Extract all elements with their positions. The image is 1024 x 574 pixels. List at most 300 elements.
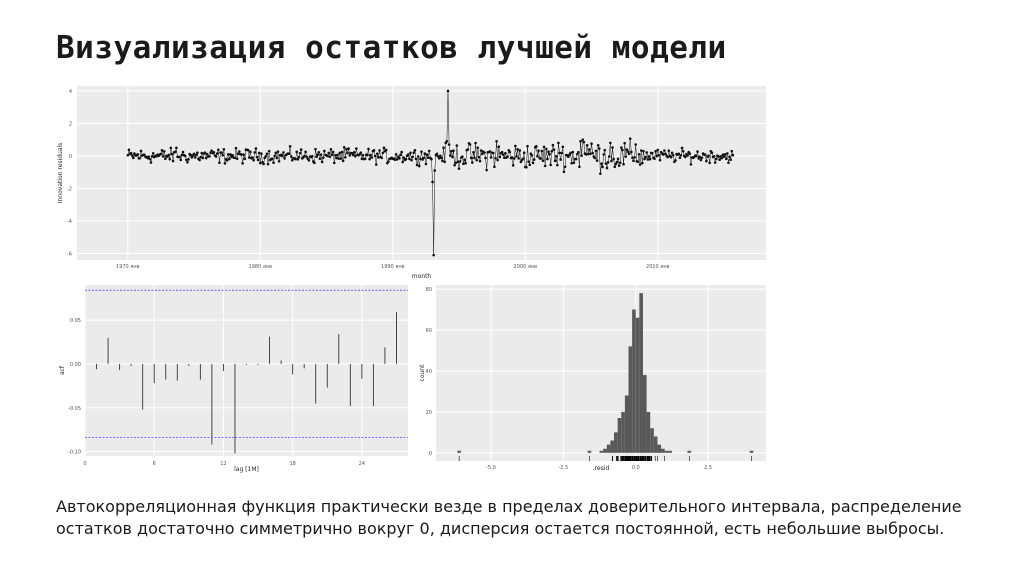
residual-point [489, 150, 492, 153]
residual-point [506, 155, 509, 158]
residual-point [512, 164, 515, 167]
residual-point [288, 152, 291, 155]
residual-point [474, 142, 477, 145]
residual-point [668, 149, 671, 152]
residual-point [473, 157, 476, 160]
residual-point [373, 149, 376, 152]
residual-point [681, 147, 684, 150]
residual-point [621, 149, 624, 152]
residual-point [659, 159, 662, 162]
residual-point [481, 153, 484, 156]
residual-point [525, 166, 528, 169]
residual-point [208, 155, 211, 158]
residual-point [682, 150, 685, 153]
residual-point [628, 153, 631, 156]
residual-point [216, 152, 219, 155]
residual-point [639, 163, 642, 166]
residual-point [618, 164, 621, 167]
residual-point [640, 149, 643, 152]
residual-point [405, 158, 408, 161]
residual-point [662, 153, 665, 156]
histogram-bar [625, 396, 629, 453]
residual-point [267, 163, 270, 166]
residual-point [235, 147, 238, 150]
residual-point [139, 157, 142, 160]
residual-point [677, 153, 680, 156]
residual-point [573, 162, 576, 165]
residual-point [459, 160, 462, 163]
residual-point [342, 160, 345, 163]
residual-point [376, 152, 379, 155]
residual-point [147, 155, 150, 158]
residual-point [513, 157, 516, 160]
residual-point [555, 155, 558, 158]
residual-point [186, 161, 189, 164]
residual-point [537, 149, 540, 152]
histogram-plot-background [436, 285, 766, 461]
residual-point [590, 142, 593, 145]
residual-point [620, 146, 623, 149]
residual-point [224, 162, 227, 165]
residual-point [227, 153, 230, 156]
residual-point [320, 153, 323, 156]
residual-point [399, 154, 402, 157]
residual-point [321, 161, 324, 164]
residual-point [533, 158, 536, 161]
acf-y-tick-label: -0.10 [68, 449, 81, 456]
residual-point [345, 148, 348, 151]
residual-point [586, 144, 589, 147]
residual-point [723, 155, 726, 158]
residual-point [526, 145, 529, 148]
residuals-x-tick-label: 1990 янв [381, 264, 405, 270]
residual-point [331, 154, 334, 157]
residual-point [453, 164, 456, 167]
residual-point [570, 162, 573, 165]
residual-point [596, 159, 599, 162]
acf-y-axis-title: acf [59, 365, 66, 376]
residual-point [654, 150, 657, 153]
histogram-outlier-bar [457, 451, 461, 453]
residual-point [163, 150, 166, 153]
residual-point [622, 163, 625, 166]
residual-point [215, 155, 218, 158]
residual-point [658, 154, 661, 157]
acf-x-tick-label: 6 [152, 461, 156, 467]
residual-point [601, 166, 604, 169]
residual-point [446, 140, 449, 143]
histogram-bar [647, 412, 651, 453]
histogram-bar [603, 449, 607, 453]
residual-point [418, 165, 421, 168]
residual-point [556, 164, 559, 167]
residual-point [341, 151, 344, 154]
residual-point [470, 157, 473, 160]
residual-point [583, 141, 586, 144]
residual-point [490, 156, 493, 159]
residual-point [375, 163, 378, 166]
residual-point [338, 152, 341, 155]
residual-point [462, 163, 465, 166]
residual-point [541, 150, 544, 153]
residual-point [612, 158, 615, 161]
acf-plot-background [85, 285, 408, 456]
residual-point [185, 158, 188, 161]
residual-point [522, 157, 525, 160]
residual-point [171, 153, 174, 156]
histogram-outlier-bar [588, 451, 592, 453]
residual-point [597, 144, 600, 147]
residual-point [425, 163, 428, 166]
residual-point [359, 151, 362, 154]
residual-point [701, 156, 704, 159]
residual-point [412, 151, 415, 154]
residual-point [253, 151, 256, 154]
residual-point [226, 159, 229, 162]
residual-point [348, 154, 351, 157]
residual-point [725, 158, 728, 161]
residual-point [327, 152, 330, 155]
residual-point [323, 150, 326, 153]
residual-point [605, 162, 608, 165]
residual-point [438, 157, 441, 160]
residual-point [151, 155, 154, 158]
residual-point [608, 155, 611, 158]
residual-point [514, 145, 517, 148]
residual-point [333, 162, 336, 165]
residual-point [319, 157, 322, 160]
residual-point [237, 152, 240, 155]
residuals-x-tick-label: 2000 янв [513, 264, 538, 270]
residual-point [380, 157, 383, 160]
residual-point [511, 156, 514, 159]
residual-point [428, 150, 431, 153]
residual-point [483, 151, 486, 154]
residual-point [354, 155, 357, 158]
residual-point [587, 153, 590, 156]
residual-point [542, 159, 545, 162]
residual-point [569, 152, 572, 155]
residual-point [721, 157, 724, 160]
residual-point [598, 147, 601, 150]
residual-point [409, 152, 412, 155]
residual-point [198, 159, 201, 162]
residual-point [149, 158, 152, 161]
hist-x-tick-label: 0.0 [631, 465, 640, 471]
residual-point [251, 156, 254, 159]
residual-point [299, 152, 302, 155]
residual-point [136, 153, 139, 156]
histogram-bar [621, 412, 625, 453]
residual-point [431, 181, 434, 184]
residual-point [220, 151, 223, 154]
residual-point [290, 155, 293, 158]
residual-point [278, 160, 281, 163]
residual-point [175, 146, 178, 149]
residual-point [578, 165, 581, 168]
residual-point [532, 162, 535, 165]
residual-point [613, 165, 616, 168]
histogram-bar [629, 346, 633, 452]
residual-point [475, 159, 478, 162]
residual-point [715, 158, 718, 161]
residual-point [674, 159, 677, 162]
residual-point [179, 159, 182, 162]
residual-point [545, 148, 548, 151]
residual-point [594, 157, 597, 160]
residuals-x-axis-title: month [411, 273, 432, 280]
residual-point [244, 158, 247, 161]
residual-point [274, 152, 277, 155]
residual-point [550, 150, 553, 153]
residuals-y-tick-label: -4 [67, 218, 72, 225]
residual-point [396, 158, 399, 161]
histogram-bar [639, 293, 643, 453]
hist-x-tick-label: -2.5 [558, 465, 569, 471]
residual-point [164, 157, 167, 160]
residual-point [536, 155, 539, 158]
residual-point [318, 151, 321, 154]
residual-point [271, 157, 274, 160]
hist-y-tick-label: 60 [425, 328, 432, 335]
slide-caption: Автокорреляционная функция практически везде в пределах доверительного интервала, распределение остатков достаточно симметрично вокруг 0, дисперсия остается постоянной, есть небольшие выбросы. [56, 497, 962, 538]
acf-x-tick-label: 12 [220, 461, 227, 467]
residual-point [182, 151, 185, 154]
residual-point [616, 161, 619, 164]
residual-point [313, 162, 316, 165]
residual-point [558, 152, 561, 155]
histogram-bar [657, 445, 661, 453]
residual-point [210, 149, 213, 152]
residual-point [172, 160, 175, 163]
residual-point [334, 154, 337, 157]
residual-point [732, 154, 735, 157]
acf-chart-svg [55, 283, 410, 473]
residual-point [610, 160, 613, 163]
residual-point [543, 146, 546, 149]
residual-point [257, 159, 260, 162]
residual-point [707, 154, 710, 157]
residual-point [463, 159, 466, 162]
residual-point [130, 152, 133, 155]
residual-point [184, 155, 187, 158]
residual-point [236, 157, 239, 160]
residual-point [407, 153, 410, 156]
residual-point [478, 156, 481, 159]
residual-point [619, 161, 622, 164]
residual-point [531, 154, 534, 157]
residuals-y-tick-label: 4 [68, 88, 72, 95]
residual-point [355, 147, 358, 150]
residual-point [458, 167, 461, 170]
acf-x-tick-label: 0 [83, 461, 87, 467]
residual-point [632, 160, 635, 163]
residual-point [494, 157, 497, 160]
residual-point [480, 149, 483, 152]
acf-chart [55, 283, 410, 473]
residual-point [564, 165, 567, 168]
residual-point [580, 154, 583, 157]
residual-point [516, 148, 519, 151]
hist-y-tick-label: 80 [425, 287, 432, 294]
residual-point [563, 171, 566, 174]
residual-point [314, 148, 317, 151]
residual-point [690, 163, 693, 166]
residual-point [193, 152, 196, 155]
residual-point [651, 152, 654, 155]
residual-point [648, 155, 651, 158]
residual-point [411, 156, 414, 159]
residual-point [266, 153, 269, 156]
histogram-bar [643, 375, 647, 453]
residual-point [259, 162, 262, 165]
residual-point [479, 160, 482, 163]
residual-point [283, 157, 286, 160]
residual-point [595, 150, 598, 153]
residual-point [454, 162, 457, 165]
residual-point [258, 152, 261, 155]
residual-point [528, 164, 531, 167]
residual-point [161, 149, 164, 152]
histogram-bar [632, 310, 636, 453]
residual-point [427, 156, 430, 159]
residual-point [200, 152, 203, 155]
residual-point [448, 143, 451, 146]
residual-point [195, 154, 198, 157]
residual-point [336, 154, 339, 157]
residuals-histogram-chart [418, 283, 768, 473]
residual-point [366, 154, 369, 157]
residual-point [718, 158, 721, 161]
residual-point [294, 158, 297, 161]
residual-point [571, 151, 574, 154]
residual-point [383, 147, 386, 150]
residual-point [304, 151, 307, 154]
residual-point [385, 149, 388, 152]
residual-point [711, 151, 714, 154]
residual-point [441, 160, 444, 163]
residual-point [303, 155, 306, 158]
residual-point [204, 151, 207, 154]
residual-point [240, 153, 243, 156]
residual-point [213, 151, 216, 154]
residual-point [672, 154, 675, 157]
residual-point [727, 161, 730, 164]
residual-point [298, 156, 301, 159]
residual-point [408, 158, 411, 161]
residual-point [128, 149, 131, 152]
residual-point [633, 156, 636, 159]
residual-point [126, 154, 129, 157]
residual-point [170, 147, 173, 150]
histogram-bar [661, 449, 665, 453]
residual-point [502, 153, 505, 156]
residual-point [539, 157, 542, 160]
residual-point [189, 154, 192, 157]
residual-point [630, 151, 633, 154]
residual-point [217, 148, 220, 151]
residual-point [552, 144, 555, 147]
residual-point [281, 155, 284, 158]
residual-point [517, 157, 520, 160]
residual-point [495, 140, 498, 143]
residual-point [449, 154, 452, 157]
residual-point [585, 153, 588, 156]
residual-point [499, 156, 502, 159]
residual-point [629, 137, 632, 140]
residual-point [168, 158, 171, 161]
residual-point [410, 159, 413, 162]
residual-point [162, 155, 165, 158]
residual-point [424, 152, 427, 155]
histogram-bar [614, 432, 618, 452]
residual-point [599, 172, 602, 175]
residuals-y-tick-label: -6 [67, 251, 72, 258]
residual-point [704, 153, 707, 156]
residual-point [394, 158, 397, 161]
residual-point [471, 161, 474, 164]
residual-point [199, 156, 202, 159]
residual-point [588, 148, 591, 151]
residual-point [272, 161, 275, 164]
histogram-outlier-bar [687, 451, 691, 453]
residual-point [655, 155, 658, 158]
residual-point [231, 154, 234, 157]
residual-point [132, 157, 135, 160]
residual-point [422, 157, 425, 160]
residual-point [300, 148, 303, 151]
residual-point [554, 160, 557, 163]
residual-point [260, 152, 263, 155]
residual-point [579, 140, 582, 143]
residual-point [557, 142, 560, 145]
residual-point [728, 155, 731, 158]
hist-y-tick-label: 0 [428, 450, 432, 457]
residual-point [398, 157, 401, 160]
histogram-bar [618, 418, 622, 453]
residual-point [353, 151, 356, 154]
acf-y-tick-label: 0.05 [69, 318, 81, 325]
residual-point [638, 153, 641, 156]
residual-point [387, 160, 390, 163]
residual-point [607, 161, 610, 164]
residual-point [631, 156, 634, 159]
residual-point [503, 156, 506, 159]
acf-x-axis-title: lag [1M] [234, 466, 259, 473]
residual-point [382, 152, 385, 155]
residual-point [378, 149, 381, 152]
residuals-x-tick-label: 2010 янв [646, 264, 670, 270]
residual-point [647, 158, 650, 161]
residual-point [295, 151, 298, 154]
residuals-y-tick-label: -2 [67, 186, 72, 193]
residual-point [223, 148, 226, 151]
residual-point [713, 155, 716, 158]
residual-point [485, 169, 488, 172]
residual-point [369, 154, 372, 157]
residual-point [624, 155, 627, 158]
residual-point [289, 145, 292, 148]
histogram-chart-svg [418, 283, 768, 473]
residual-point [329, 156, 332, 159]
residual-point [206, 153, 209, 156]
residual-point [346, 152, 349, 155]
residual-point [518, 149, 521, 152]
residual-point [549, 164, 552, 167]
residual-point [420, 150, 423, 153]
residual-point [469, 143, 472, 146]
residual-point [472, 151, 475, 154]
